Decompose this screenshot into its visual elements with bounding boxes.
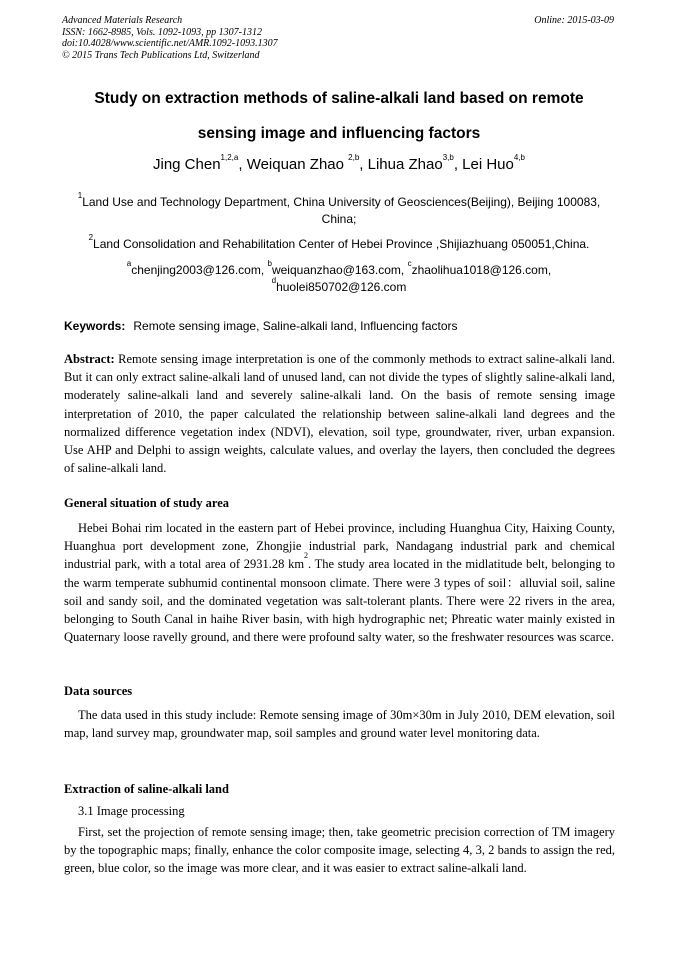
affiliation-sup: 2	[88, 233, 94, 242]
journal-doi: doi:10.4028/www.scientific.net/AMR.1092-1093.1307	[62, 38, 278, 49]
paper-title-line1: Study on extraction methods of saline-alkali land based on remote	[94, 90, 584, 107]
author-name: Weiquan Zhao	[246, 156, 344, 173]
abstract-label: Abstract:	[64, 352, 115, 366]
affiliation-text: Land Use and Technology Department, China University of Geosciences(Beijing), Beijing 100083, China;	[82, 195, 601, 226]
author-affiliation-sup: 1,2,a	[220, 153, 239, 162]
paper-title-line2: sensing image and influencing factors	[197, 125, 481, 142]
email-c[interactable]: zhaolihua1018@126.com,	[411, 263, 552, 277]
paragraph-text: . The study area located in the midlatitude belt, belonging to the warm temperate subhumid continental monsoon climate. There were 3 types of soil：alluvial soil, saline soil and sandy soil, and the dominated vegetation was salt-tolerant plants. There were 22 rivers in the area, belonging to South Canal in haihe River basin, with high hydrographic net; Phreatic water mainly existed in Quaternary loose ravelly ground, and there were profound salty water, so the freshwater resources was scarce.	[64, 557, 615, 645]
affiliation-text: Land Consolidation and Rehabilitation Center of Hebei Province ,Shijiazhuang 050051,China.	[93, 237, 590, 251]
keywords-text: Remote sensing image, Saline-alkali land, Influencing factors	[133, 319, 458, 333]
email-list	[62, 259, 616, 296]
subsection-heading: 3.1 Image processing	[78, 804, 185, 818]
paragraph-text: Hebei Bohai rim located in the eastern part of Hebei province, including Huanghua City, Haixing County, Huanghua port development zone, Zhongjie industrial park, Nandagang industrial park and chemical industrial park, with a total area of 2931.28 km	[64, 521, 615, 572]
email-sup: b	[267, 259, 272, 268]
section-paragraph	[64, 519, 615, 646]
email-a[interactable]: chenjing2003@126.com,	[131, 263, 265, 277]
journal-name: Advanced Materials Research	[62, 15, 183, 26]
superscript: 2	[304, 551, 309, 561]
keywords-label: Keywords:	[64, 319, 126, 333]
section-paragraph: The data used in this study include: Remote sensing image of 30m×30m in July 2010, DEM elevation, soil map, land survey map, groundwater map, soil samples and ground water level monitoring data.	[64, 708, 615, 741]
section-paragraph: First, set the projection of remote sensing image; then, take geometric precision correction of TM imagery by the topographic maps; finally, enhance the color composite image, selecting 4, 3, 2 bands to assign the red, green, blue color, so the image was more clear, and it was easier to extract saline-alkali land.	[64, 825, 615, 876]
email-sup: a	[126, 259, 132, 268]
author-name: Lei Huo	[462, 156, 514, 173]
email-d[interactable]: huolei850702@126.com	[276, 280, 407, 294]
abstract	[64, 350, 615, 477]
email-sup: d	[271, 276, 277, 285]
author-name: Jing Chen	[153, 156, 221, 173]
affiliation-1	[62, 191, 616, 228]
email-b[interactable]: weiquanzhao@163.com,	[271, 263, 405, 277]
author-affiliation-sup: 3,b	[442, 153, 454, 162]
journal-header	[62, 15, 278, 61]
author-affiliation-sup: 4,b	[513, 153, 525, 162]
affiliation-sup: 1	[77, 191, 83, 200]
email-sup: c	[407, 259, 412, 268]
author-name: Lihua Zhao	[367, 156, 443, 173]
journal-issn: ISSN: 1662-8985, Vols. 1092-1093, pp 1307-1312	[62, 26, 262, 38]
section-heading: Extraction of saline-alkali land	[64, 782, 229, 796]
affiliation-2	[62, 233, 616, 253]
section-heading: General situation of study area	[64, 496, 230, 510]
author-list: Jing Chen$^{1,2,a}$, Weiquan Zhao $^{2,b}$, Lihua Zhao$^{3,b}$, Lei Huo$^{4,b}$	[153, 153, 525, 173]
journal-copyright: © 2015 Trans Tech Publications Ltd, Switzerland	[62, 49, 260, 61]
online-date: Online: 2015-03-09	[534, 15, 614, 26]
keywords	[64, 319, 458, 333]
section-heading: Data sources	[64, 684, 133, 698]
author-affiliation-sup: 2,b	[348, 153, 360, 162]
abstract-text: Remote sensing image interpretation is one of the commonly methods to extract saline-alkali land. But it can only extract saline-alkali land of unused land, can not divide the types of slightly saline-alkali land, moderately saline-alkali land and severely saline-alkali land. On the basis of remote sensing image interpretation of 2010, the paper calculated the relationship between saline-alkali land degrees and the normalized difference vegetation index (NDVI), elevation, soil type, groundwater, river, urban expansion. Use AHP and Delphi to assign weights, calculate values, and overlay the layers, then concluded the degrees of saline-alkali land.	[64, 352, 616, 476]
